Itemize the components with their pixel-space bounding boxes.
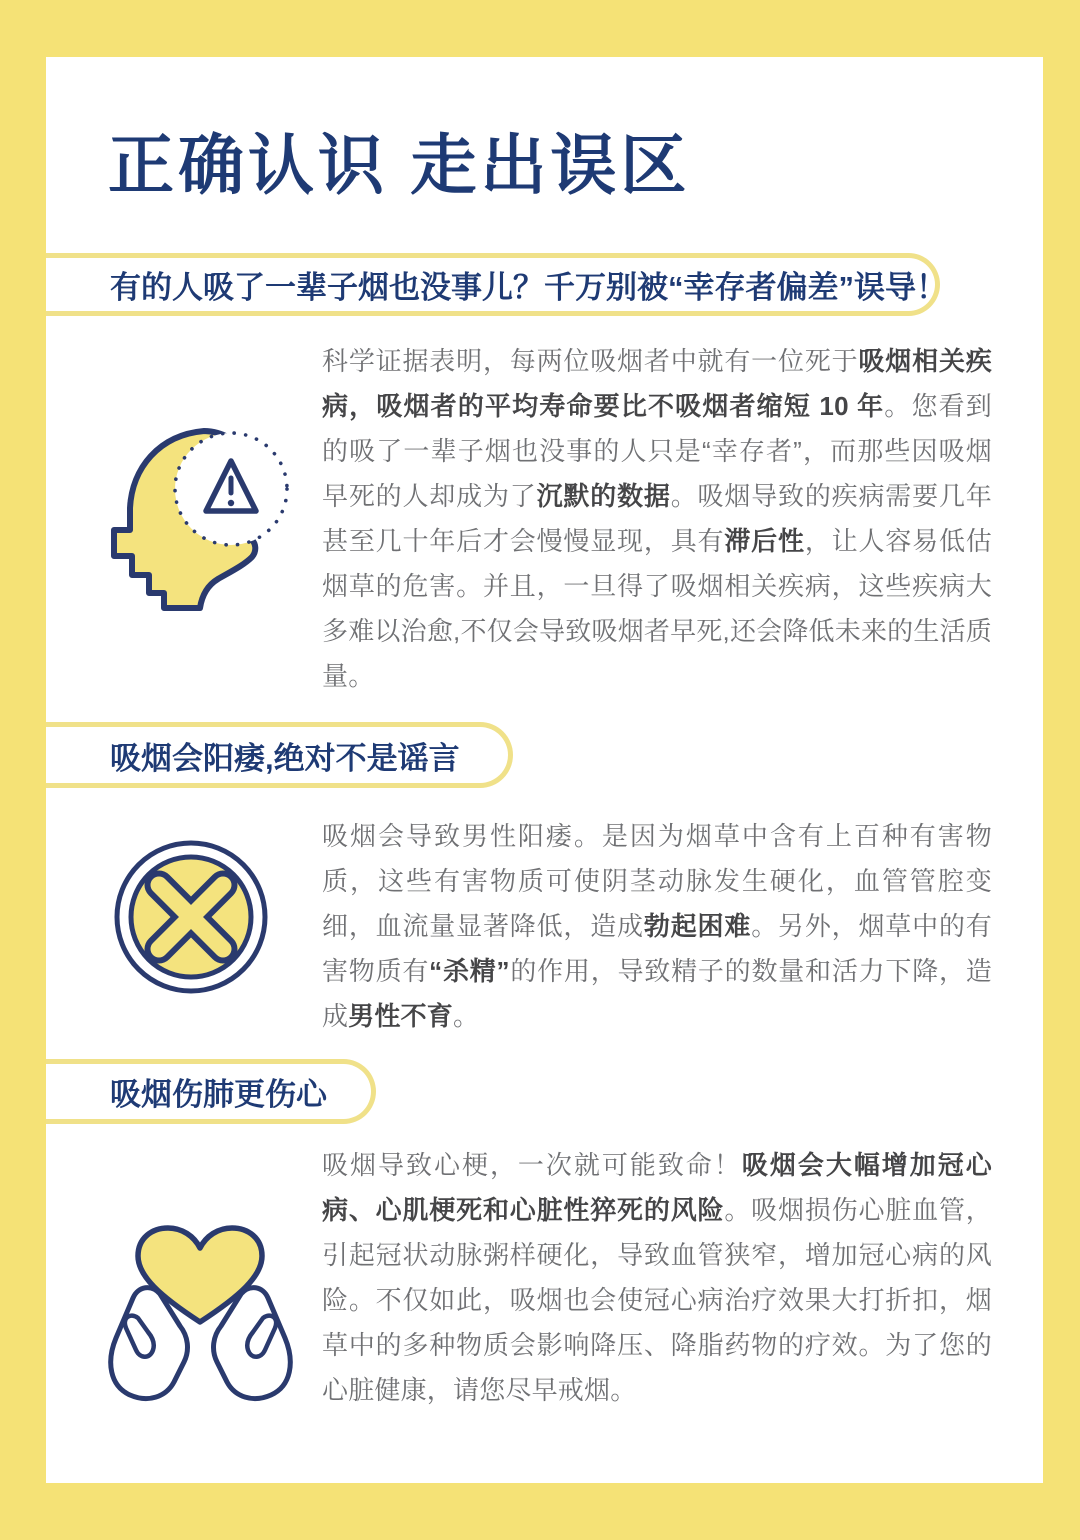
x-circle-svg bbox=[112, 838, 270, 996]
section-header-pill-heart bbox=[46, 1059, 376, 1124]
heart-hands-icon bbox=[98, 1220, 303, 1410]
section-header-pill-impotence bbox=[46, 722, 513, 788]
head-warning-svg bbox=[104, 423, 294, 615]
x-circle-icon bbox=[112, 838, 270, 996]
page-title: 正确认识 走出误区 bbox=[108, 128, 691, 202]
section-header-text: 有的人吸了一辈子烟也没事儿？千万别被“幸存者偏差”误导！ bbox=[110, 270, 947, 305]
head-warning-icon bbox=[104, 423, 294, 615]
section-header-pill-survivor-bias bbox=[46, 253, 947, 316]
section-paragraph-survivor-bias: 科学证据表明，每两位吸烟者中就有一位死于吸烟相关疾病，吸烟者的平均寿命要比不吸烟者缩短 10 年。您看到的吸了一辈子烟也没事的人只是“幸存者”，而那些因吸烟早死的人却成为了沉默的数据。吸烟导致的疾病需要几年甚至几十年后才会慢慢显现，具有滞后性，让人容易低估烟草的危害。并且，一旦得了吸烟相关疾病，这些疾病大多难以治愈,不仅会导致吸烟者早死,还会降低未来的生活质量。 bbox=[322, 346, 992, 691]
section-paragraph-impotence: 吸烟会导致男性阳痿。是因为烟草中含有上百种有害物质，这些有害物质可使阴茎动脉发生硬化，血管管腔变细，血流量显著降低，造成勃起困难。另外，烟草中的有害物质有“杀精”的作用，导致精子的数量和活力下降，造成男性不育。 bbox=[322, 821, 992, 1031]
content-card bbox=[46, 57, 1043, 1483]
warning-exclamation-dot bbox=[228, 500, 234, 506]
heart-hands-svg bbox=[98, 1220, 303, 1410]
section-header-text: 吸烟会阳痿,绝对不是谣言 bbox=[110, 740, 460, 776]
section-paragraph-heart: 吸烟导致心梗，一次就可能致命！吸烟会大幅增加冠心病、心肌梗死和心脏性猝死的风险。吸烟损伤心脏血管，引起冠状动脉粥样硬化，导致血管狭窄，增加冠心病的风险。不仅如此，吸烟也会使冠心病治疗效果大打折扣，烟草中的多种物质会影响降压、降脂药物的疗效。为了您的心脏健康，请您尽早戒烟。 bbox=[322, 1150, 992, 1405]
section-header-text: 吸烟伤肺更伤心 bbox=[110, 1077, 327, 1112]
